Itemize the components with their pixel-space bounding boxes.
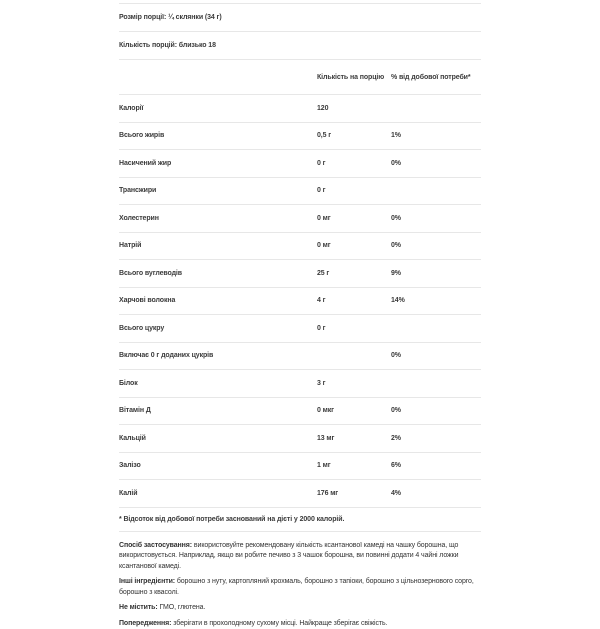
table-row xyxy=(119,178,481,206)
row-daily-value: 9% xyxy=(391,270,481,277)
note-paragraph xyxy=(119,603,481,614)
table-row xyxy=(119,233,481,261)
note-label: Інші інгредієнти: xyxy=(119,578,175,585)
servings-count-label: Кількість порцій: близько 18 xyxy=(119,42,216,49)
daily-value-footnote: * Відсоток від добової потреби заснований на дієті у 2000 калорій. xyxy=(119,516,344,523)
table-row xyxy=(119,453,481,481)
servings-count-row xyxy=(119,32,481,60)
note-paragraph xyxy=(119,619,481,629)
row-label: Білок xyxy=(119,380,317,387)
row-amount: 1 мг xyxy=(317,462,391,469)
row-label: Залізо xyxy=(119,462,317,469)
row-amount: 120 xyxy=(317,105,391,112)
row-label: Холестерин xyxy=(119,215,317,222)
row-label: Всього вуглеводів xyxy=(119,270,317,277)
row-label: Калорії xyxy=(119,105,317,112)
row-amount: 4 г xyxy=(317,297,391,304)
row-daily-value: 1% xyxy=(391,132,481,139)
nutrition-table-header xyxy=(119,60,481,95)
row-label: Включає 0 г доданих цукрів xyxy=(119,352,317,359)
note-label: Не містить: xyxy=(119,604,158,611)
table-row xyxy=(119,425,481,453)
nutrition-panel xyxy=(119,3,481,629)
serving-size-row xyxy=(119,4,481,32)
note-text: борошно з нуту, картопляний крохмаль, борошно з тапіоки, борошно з цільнозернового сорго, борошно з квасолі. xyxy=(119,578,474,596)
row-amount: 3 г xyxy=(317,380,391,387)
row-label: Калій xyxy=(119,490,317,497)
row-label: Кальцій xyxy=(119,435,317,442)
row-amount: 0 мг xyxy=(317,242,391,249)
note-paragraph xyxy=(119,541,481,573)
row-amount: 0 мкг xyxy=(317,407,391,414)
row-daily-value: 0% xyxy=(391,352,481,359)
row-amount: 25 г xyxy=(317,270,391,277)
row-daily-value: 4% xyxy=(391,490,481,497)
note-paragraph xyxy=(119,577,481,598)
row-daily-value: 0% xyxy=(391,242,481,249)
row-label: Харчові волокна xyxy=(119,297,317,304)
table-row xyxy=(119,370,481,398)
row-amount: 13 мг xyxy=(317,435,391,442)
row-label: Вітамін Д xyxy=(119,407,317,414)
table-row xyxy=(119,315,481,343)
row-label: Всього жирів xyxy=(119,132,317,139)
table-row xyxy=(119,205,481,233)
notes xyxy=(119,541,481,629)
note-text: зберігати в прохолодному сухому місці. Найкраще зберігає свіжість. xyxy=(173,620,387,627)
table-row xyxy=(119,260,481,288)
serving-size-label: Розмір порції: ¼ склянки (34 г) xyxy=(119,14,222,21)
table-row xyxy=(119,398,481,426)
note-text: ГМО, глютена. xyxy=(159,604,205,611)
table-row xyxy=(119,150,481,178)
note-label: Попередження: xyxy=(119,620,171,627)
amount-per-serving-header: Кількість на порцію xyxy=(317,74,391,81)
daily-value-header: % від добової потреби* xyxy=(391,74,481,81)
row-label: Всього цукру xyxy=(119,325,317,332)
row-amount: 0,5 г xyxy=(317,132,391,139)
row-amount: 0 мг xyxy=(317,215,391,222)
row-daily-value: 2% xyxy=(391,435,481,442)
row-amount: 0 г xyxy=(317,187,391,194)
nutrition-rows xyxy=(119,95,481,508)
row-daily-value: 0% xyxy=(391,407,481,414)
row-amount: 176 мг xyxy=(317,490,391,497)
row-label: Трансжири xyxy=(119,187,317,194)
note-text: використовуйте рекомендовану кількість ксантанової камеді на чашку борошна, що використовується. Наприклад, якщо ви робите печиво з 3 чашок борошна, ви повинні додати 4 чайні ложки ксантанової камеді. xyxy=(119,542,458,570)
table-row xyxy=(119,123,481,151)
table-row xyxy=(119,288,481,316)
row-label: Натрій xyxy=(119,242,317,249)
row-daily-value: 0% xyxy=(391,160,481,167)
table-row xyxy=(119,480,481,508)
row-amount: 0 г xyxy=(317,325,391,332)
table-row xyxy=(119,343,481,371)
table-row xyxy=(119,95,481,123)
row-daily-value: 14% xyxy=(391,297,481,304)
note-label: Спосіб застосування: xyxy=(119,542,192,549)
row-daily-value: 0% xyxy=(391,215,481,222)
row-label: Насичений жир xyxy=(119,160,317,167)
footnote-row xyxy=(119,508,481,532)
row-amount: 0 г xyxy=(317,160,391,167)
row-daily-value: 6% xyxy=(391,462,481,469)
